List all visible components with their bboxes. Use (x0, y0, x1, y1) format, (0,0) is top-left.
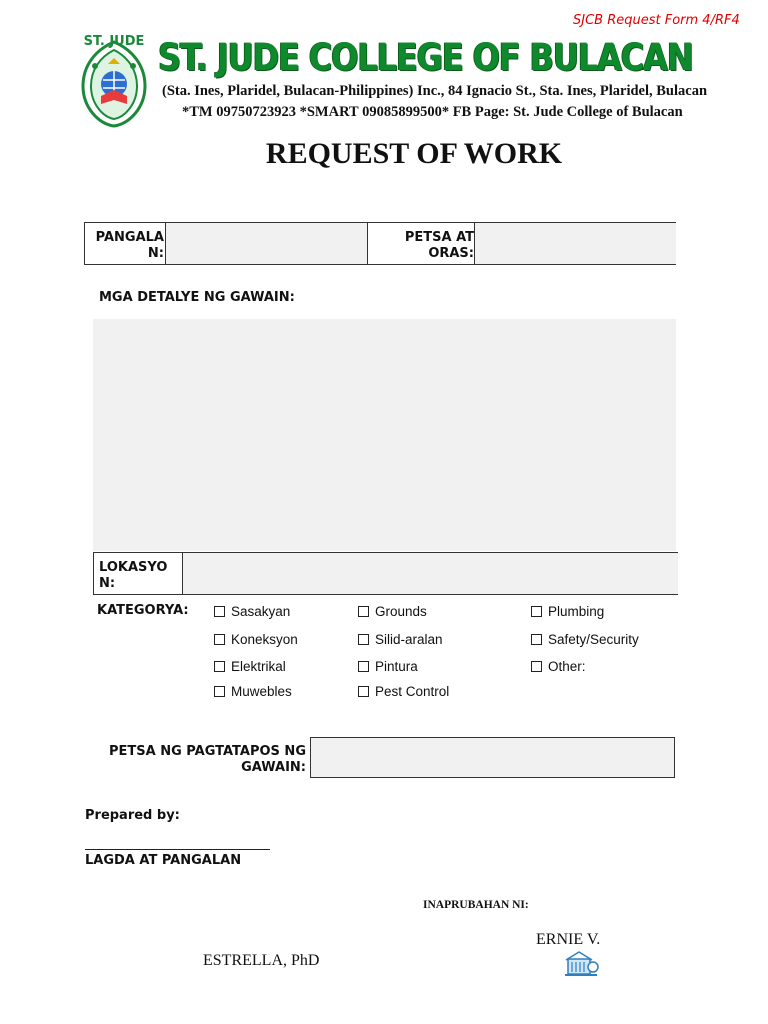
approver-last-name: ESTRELLA, PhD (203, 952, 320, 969)
location-label (99, 560, 167, 592)
category-option-other[interactable] (531, 659, 586, 674)
checkbox[interactable] (358, 661, 369, 672)
details-label: MGA DETALYE NG GAWAIN: (99, 290, 295, 305)
checkbox[interactable] (531, 634, 542, 645)
checkbox[interactable] (214, 661, 225, 672)
option-label: Pest Control (375, 684, 450, 699)
option-label: Other: (548, 659, 586, 674)
checkbox[interactable] (531, 606, 542, 617)
category-option-pest-control[interactable] (358, 684, 449, 699)
name-label-line2: N: (147, 246, 164, 261)
school-contact: *TM 09750723923 *SMART 09085899500* FB Page: St. Jude College of Bulacan (182, 104, 683, 120)
option-label: Sasakyan (231, 604, 291, 619)
category-option-sasakyan[interactable] (214, 604, 290, 619)
form-title: REQUEST OF WORK (265, 137, 563, 170)
category-option-koneksyon[interactable] (214, 632, 298, 647)
completion-date-label (90, 744, 306, 776)
date-time-field[interactable] (474, 223, 676, 264)
checkbox[interactable] (531, 661, 542, 672)
date-time-label (368, 230, 474, 262)
location-field[interactable] (182, 553, 678, 594)
category-label: KATEGORYA: (97, 603, 189, 618)
school-logo (73, 36, 155, 128)
option-label: Pintura (375, 659, 418, 674)
completion-label-line1: PETSA NG PAGTATAPOS NG (109, 744, 306, 759)
option-label: Grounds (375, 604, 427, 619)
details-field[interactable] (93, 319, 676, 551)
checkbox[interactable] (358, 686, 369, 697)
name-label-line1: PANGALA (95, 230, 164, 245)
logo-text: ST. JUDE (83, 34, 145, 49)
location-label-line1: LOKASYO (99, 560, 168, 575)
signature-label: LAGDA AT PANGALAN (85, 853, 242, 868)
completion-label-line2: GAWAIN: (241, 760, 306, 775)
checkbox[interactable] (358, 634, 369, 645)
date-label-line1: PETSA AT (404, 230, 474, 245)
approved-by-label: INAPRUBAHAN NI: (423, 899, 529, 911)
name-label (88, 230, 164, 262)
category-option-grounds[interactable] (358, 604, 427, 619)
form-id: SJCB Request Form 4/RF4 (573, 13, 740, 28)
option-label: Plumbing (548, 604, 605, 619)
checkbox[interactable] (214, 634, 225, 645)
location-label-line2: N: (99, 576, 116, 591)
option-label: Safety/Security (548, 632, 639, 647)
category-option-safety-security[interactable] (531, 632, 639, 647)
category-option-pintura[interactable] (358, 659, 418, 674)
signature-line[interactable] (85, 849, 270, 850)
option-label: Elektrikal (231, 659, 286, 674)
school-address: (Sta. Ines, Plaridel, Bulacan-Philippines) Inc., 84 Ignacio St., Sta. Ines, Plaridel, Bulacan (162, 83, 708, 99)
prepared-by-label: Prepared by: (85, 808, 180, 823)
approver-first-name: ERNIE V. (536, 931, 601, 948)
option-label: Muwebles (231, 684, 292, 699)
option-label: Koneksyon (231, 632, 298, 647)
school-name: ST. JUDE COLLEGE OF BULACAN (158, 36, 693, 79)
option-label: Silid-aralan (375, 632, 443, 647)
building-icon (563, 949, 599, 977)
checkbox[interactable] (358, 606, 369, 617)
checkbox[interactable] (214, 606, 225, 617)
name-field[interactable] (165, 223, 368, 264)
category-option-elektrikal[interactable] (214, 659, 286, 674)
category-option-muwebles[interactable] (214, 684, 292, 699)
date-label-line2: ORAS: (428, 246, 474, 261)
category-option-silid-aralan[interactable] (358, 632, 443, 647)
checkbox[interactable] (214, 686, 225, 697)
category-option-plumbing[interactable] (531, 604, 604, 619)
completion-date-field[interactable] (310, 737, 675, 778)
